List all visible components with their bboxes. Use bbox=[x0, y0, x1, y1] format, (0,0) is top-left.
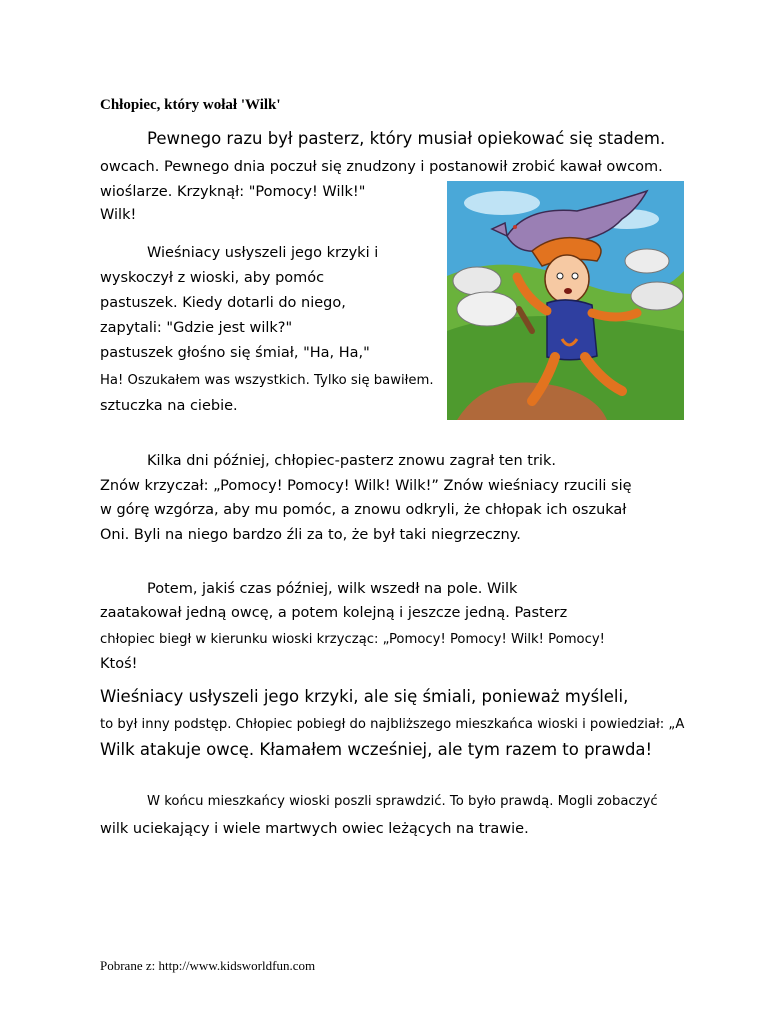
story-line: zapytali: "Gdzie jest wilk?" bbox=[100, 320, 293, 336]
story-line: pastuszek głośno się śmiał, "Ha, Ha," bbox=[100, 345, 370, 361]
sheep bbox=[457, 292, 517, 326]
story-line: Wilk atakuje owcę. Kłamałem wcześniej, ale tym razem to prawda! bbox=[100, 740, 653, 759]
story-line: Pewnego razu był pasterz, który musiał opiekować się stadem. bbox=[147, 129, 666, 148]
story-line: Wieśniacy usłyszeli jego krzyki, ale się śmiali, ponieważ myśleli, bbox=[100, 687, 629, 706]
story-line: Kilka dni później, chłopiec-pasterz znowu zagrał ten trik. bbox=[147, 453, 556, 469]
cloud bbox=[464, 191, 540, 215]
sheep bbox=[625, 249, 669, 273]
story-line: Potem, jakiś czas później, wilk wszedł na pole. Wilk bbox=[147, 581, 518, 597]
story-line: Ktoś! bbox=[100, 656, 138, 672]
sheep bbox=[631, 282, 683, 310]
boy-head bbox=[545, 255, 589, 303]
story-line: W końcu mieszkańcy wioski poszli sprawdzić. To było prawdą. Mogli zobaczyć bbox=[147, 794, 658, 809]
story-line: wioślarze. Krzyknął: "Pomocy! Wilk!" bbox=[100, 184, 366, 200]
boy-and-wolf-illustration bbox=[447, 181, 684, 420]
document-title: Chłopiec, który wołał 'Wilk' bbox=[100, 97, 281, 113]
story-line: owcach. Pewnego dnia poczuł się znudzony i postanowił zrobić kawał owcom. bbox=[100, 159, 663, 175]
story-line: Wieśniacy usłyszeli jego krzyki i bbox=[147, 245, 379, 261]
sheep bbox=[453, 267, 501, 295]
story-line: zaatakował jedną owcę, a potem kolejną i jeszcze jedną. Pasterz bbox=[100, 605, 568, 621]
story-line: Ha! Oszukałem was wszystkich. Tylko się bawiłem. bbox=[100, 373, 434, 388]
wolf-eye bbox=[513, 225, 517, 229]
source-footer: Pobrane z: http://www.kidsworldfun.com bbox=[100, 958, 316, 973]
story-line: Znów krzyczał: „Pomocy! Pomocy! Wilk! Wilk!” Znów wieśniacy rzucili się bbox=[100, 478, 632, 494]
story-line: pastuszek. Kiedy dotarli do niego, bbox=[100, 295, 346, 311]
story-line: chłopiec biegł w kierunku wioski krzycząc: „Pomocy! Pomocy! Wilk! Pomocy! bbox=[100, 632, 605, 647]
boy-arm bbox=[592, 313, 637, 317]
story-line: w górę wzgórza, aby mu pomóc, a znowu odkryli, że chłopak ich oszukał bbox=[100, 502, 627, 518]
story-line: to był inny podstęp. Chłopiec pobiegł do najbliższego mieszkańca wioski i powiedział: „A bbox=[100, 717, 685, 732]
story-line: Oni. Byli na niego bardzo źli za to, że był taki niegrzeczny. bbox=[100, 527, 521, 543]
story-line: Wilk! bbox=[100, 207, 137, 223]
story-line: wyskoczył z wioski, aby pomóc bbox=[100, 270, 325, 286]
boy-tunic bbox=[547, 300, 597, 360]
story-line: wilk uciekający i wiele martwych owiec leżących na trawie. bbox=[100, 821, 529, 837]
story-line: sztuczka na ciebie. bbox=[100, 398, 238, 414]
